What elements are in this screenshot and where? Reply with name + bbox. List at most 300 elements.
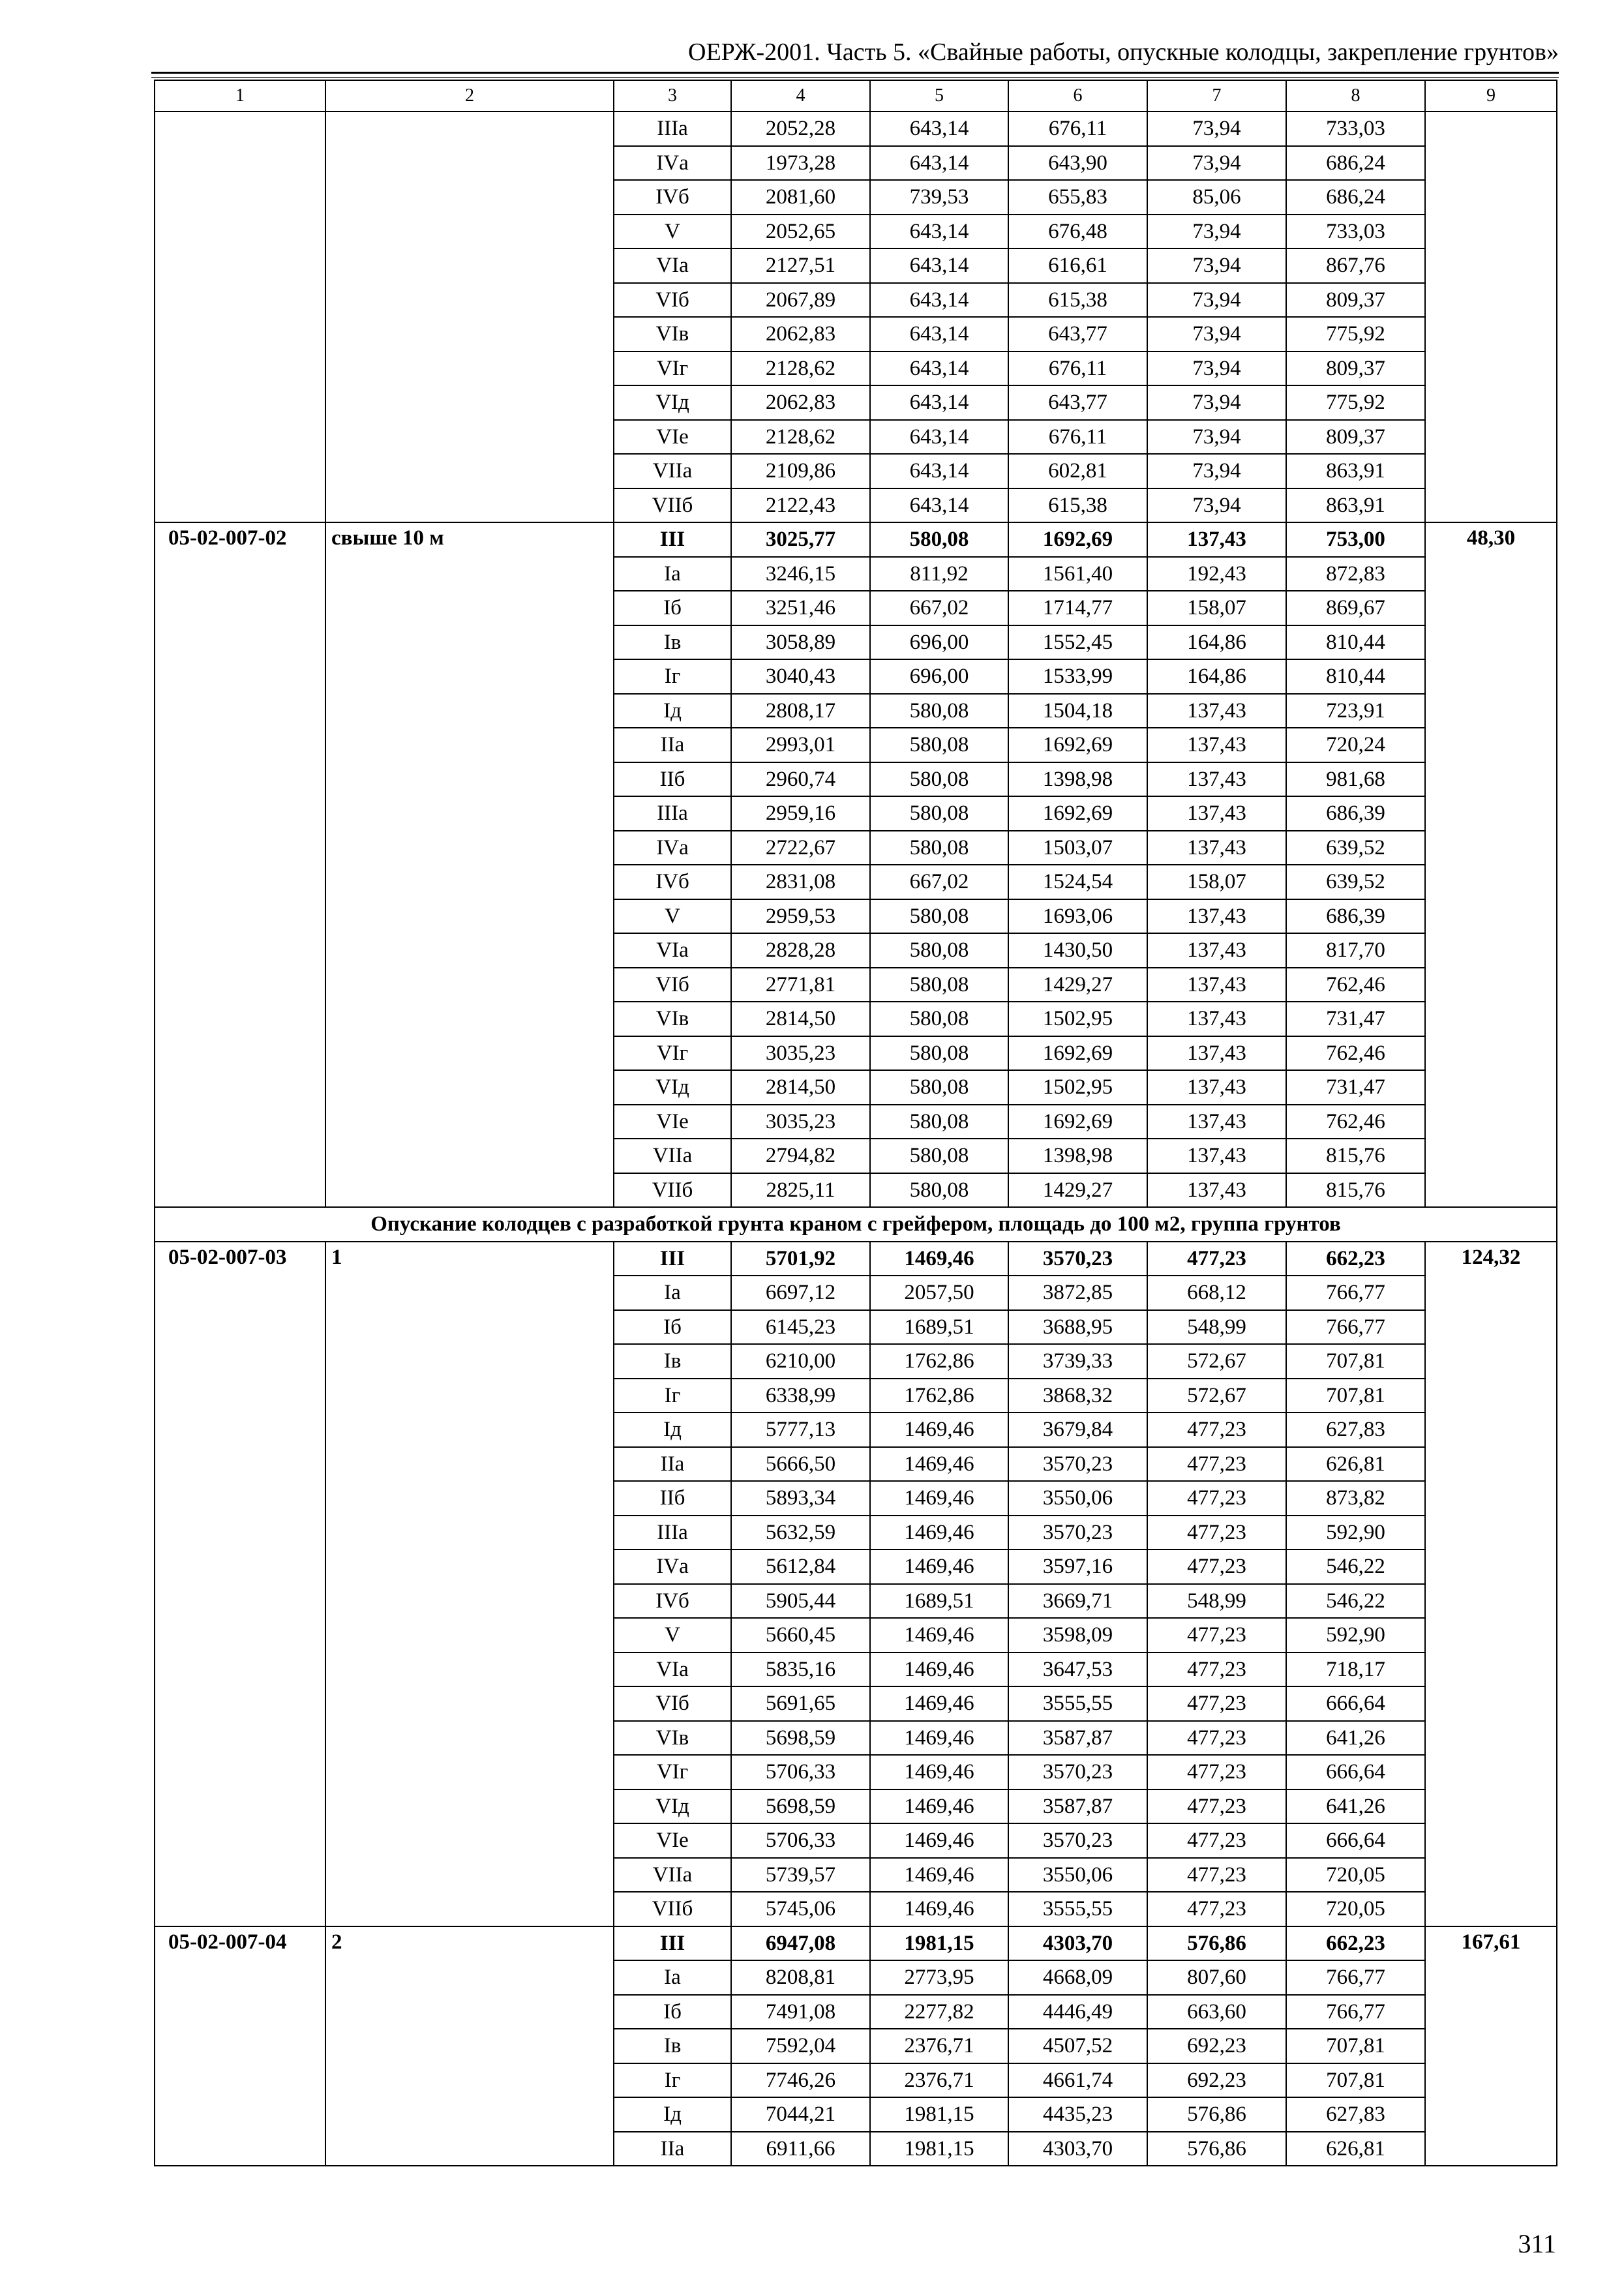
- cost-value-cell: 723,91: [1286, 694, 1425, 728]
- cost-value-cell: 73,94: [1147, 385, 1286, 420]
- cost-value-cell: 667,02: [870, 591, 1008, 625]
- cost-value-cell: 686,24: [1286, 146, 1425, 181]
- cost-value-cell: 1693,06: [1008, 899, 1147, 934]
- cost-value-cell: 643,90: [1008, 146, 1147, 181]
- cost-value-cell: 662,23: [1286, 1242, 1425, 1276]
- work-description-cell: 1: [325, 1242, 614, 1926]
- soil-group-cell: VIб: [614, 1686, 731, 1721]
- soil-group-cell: IIIа: [614, 1516, 731, 1550]
- cost-value-cell: 477,23: [1147, 1823, 1286, 1858]
- cost-value-cell: 643,77: [1008, 385, 1147, 420]
- soil-group-cell: IIа: [614, 2132, 731, 2166]
- cost-value-cell: 1469,46: [870, 1549, 1008, 1584]
- soil-group-cell: VIд: [614, 1070, 731, 1105]
- cost-value-cell: 663,60: [1147, 1995, 1286, 2029]
- cost-value-cell: 641,26: [1286, 1721, 1425, 1756]
- cost-value-cell: 602,81: [1008, 454, 1147, 488]
- cost-value-cell: 580,08: [870, 831, 1008, 865]
- work-description-cell: свыше 10 м: [325, 522, 614, 1207]
- cost-value-cell: 692,23: [1147, 2063, 1286, 2098]
- cost-value-cell: 1981,15: [870, 2132, 1008, 2166]
- cost-value-cell: 686,39: [1286, 899, 1425, 934]
- cost-value-cell: 731,47: [1286, 1070, 1425, 1105]
- column-number: 3: [614, 80, 731, 112]
- cost-value-cell: 137,43: [1147, 1070, 1286, 1105]
- cost-value-cell: 73,94: [1147, 248, 1286, 283]
- cost-value-cell: 817,70: [1286, 933, 1425, 968]
- cost-value-cell: 477,23: [1147, 1858, 1286, 1893]
- cost-value-cell: 7746,26: [731, 2063, 870, 2098]
- cost-value-cell: 762,46: [1286, 1105, 1425, 1139]
- cost-value-cell: 5893,34: [731, 1481, 870, 1516]
- cost-value-cell: 643,14: [870, 248, 1008, 283]
- soil-group-cell: IVа: [614, 831, 731, 865]
- cost-value-cell: 1469,46: [870, 1653, 1008, 1687]
- cost-value-cell: 3040,43: [731, 659, 870, 694]
- cost-value-cell: 580,08: [870, 1036, 1008, 1071]
- cost-value-cell: 627,83: [1286, 1413, 1425, 1447]
- soil-group-cell: VIд: [614, 1789, 731, 1824]
- cost-value-cell: 762,46: [1286, 1036, 1425, 1071]
- cost-value-cell: 3669,71: [1008, 1584, 1147, 1619]
- cost-value-cell: 1692,69: [1008, 728, 1147, 762]
- cost-value-cell: 718,17: [1286, 1653, 1425, 1687]
- cost-value-cell: 641,26: [1286, 1789, 1425, 1824]
- cost-value-cell: 580,08: [870, 728, 1008, 762]
- cost-value-cell: 720,05: [1286, 1858, 1425, 1893]
- soil-group-cell: Iа: [614, 1276, 731, 1310]
- cost-value-cell: 477,23: [1147, 1481, 1286, 1516]
- cost-value-cell: 158,07: [1147, 591, 1286, 625]
- cost-value-cell: 1981,15: [870, 1926, 1008, 1961]
- section-title: Опускание колодцев с разработкой грунта краном с грейфером, площадь до 100 м2, группа грунтов: [155, 1207, 1557, 1242]
- cost-value-cell: 643,14: [870, 454, 1008, 488]
- cost-value-cell: 3570,23: [1008, 1823, 1147, 1858]
- column-number-row: [155, 80, 1557, 112]
- cost-value-cell: 655,83: [1008, 180, 1147, 215]
- cost-value-cell: 2062,83: [731, 317, 870, 352]
- cost-value-cell: 5777,13: [731, 1413, 870, 1447]
- rate-code-cell: 05-02-007-02: [155, 522, 325, 1207]
- soil-group-cell: VIв: [614, 317, 731, 352]
- cost-value-cell: 643,77: [1008, 317, 1147, 352]
- soil-group-cell: III: [614, 1926, 731, 1961]
- cost-value-cell: 1469,46: [870, 1823, 1008, 1858]
- table-row: [155, 522, 1557, 557]
- cost-value-cell: 5698,59: [731, 1721, 870, 1756]
- cost-value-cell: 615,38: [1008, 283, 1147, 318]
- cost-value-cell: 4303,70: [1008, 2132, 1147, 2166]
- cost-value-cell: 666,64: [1286, 1755, 1425, 1789]
- soil-group-cell: III: [614, 522, 731, 557]
- column-number: 4: [731, 80, 870, 112]
- cost-value-cell: 6338,99: [731, 1379, 870, 1413]
- cost-value-cell: 3598,09: [1008, 1618, 1147, 1653]
- cost-value-cell: 1504,18: [1008, 694, 1147, 728]
- soil-group-cell: VIг: [614, 1755, 731, 1789]
- cost-value-cell: 158,07: [1147, 865, 1286, 899]
- cost-value-cell: 137,43: [1147, 1036, 1286, 1071]
- work-description-cell: [325, 112, 614, 522]
- cost-value-cell: 3597,16: [1008, 1549, 1147, 1584]
- cost-value-cell: 1469,46: [870, 1858, 1008, 1893]
- cost-value-cell: 867,76: [1286, 248, 1425, 283]
- cost-value-cell: 3872,85: [1008, 1276, 1147, 1310]
- cost-value-cell: 1469,46: [870, 1516, 1008, 1550]
- cost-value-cell: 3570,23: [1008, 1755, 1147, 1789]
- cost-value-cell: 873,82: [1286, 1481, 1425, 1516]
- cost-value-cell: 643,14: [870, 215, 1008, 249]
- cost-value-cell: 720,05: [1286, 1892, 1425, 1926]
- cost-value-cell: 4507,52: [1008, 2029, 1147, 2063]
- cost-value-cell: 3555,55: [1008, 1892, 1147, 1926]
- cost-value-cell: 676,11: [1008, 420, 1147, 455]
- table-row: [155, 112, 1557, 146]
- soil-group-cell: Iг: [614, 659, 731, 694]
- cost-value-cell: 1469,46: [870, 1686, 1008, 1721]
- section-title-row: [155, 1207, 1557, 1242]
- soil-group-cell: Iв: [614, 2029, 731, 2063]
- cost-value-cell: 3868,32: [1008, 1379, 1147, 1413]
- cost-value-cell: 815,76: [1286, 1139, 1425, 1173]
- cost-value-cell: 5905,44: [731, 1584, 870, 1619]
- cost-value-cell: 73,94: [1147, 420, 1286, 455]
- cost-value-cell: 766,77: [1286, 1960, 1425, 1995]
- cost-value-cell: 3739,33: [1008, 1344, 1147, 1379]
- cost-value-cell: 73,94: [1147, 488, 1286, 523]
- cost-value-cell: 615,38: [1008, 488, 1147, 523]
- cost-value-cell: 1429,27: [1008, 1173, 1147, 1208]
- cost-value-cell: 137,43: [1147, 694, 1286, 728]
- cost-value-cell: 639,52: [1286, 831, 1425, 865]
- soil-group-cell: Iа: [614, 557, 731, 591]
- cost-value-cell: 477,23: [1147, 1516, 1286, 1550]
- cost-value-cell: 2959,53: [731, 899, 870, 934]
- cost-value-cell: 137,43: [1147, 1173, 1286, 1208]
- cost-value-cell: 1398,98: [1008, 762, 1147, 797]
- cost-value-cell: 666,64: [1286, 1686, 1425, 1721]
- cost-value-cell: 809,37: [1286, 283, 1425, 318]
- cost-value-cell: 5691,65: [731, 1686, 870, 1721]
- column-number: 6: [1008, 80, 1147, 112]
- cost-value-cell: 137,43: [1147, 1105, 1286, 1139]
- cost-value-cell: 477,23: [1147, 1721, 1286, 1756]
- cost-value-cell: 809,37: [1286, 420, 1425, 455]
- soil-group-cell: IIа: [614, 728, 731, 762]
- cost-value-cell: 580,08: [870, 968, 1008, 1002]
- cost-value-cell: 676,11: [1008, 112, 1147, 146]
- cost-value-cell: 4668,09: [1008, 1960, 1147, 1995]
- cost-value-cell: 1692,69: [1008, 1036, 1147, 1071]
- cost-value-cell: 3555,55: [1008, 1686, 1147, 1721]
- cost-value-cell: 5739,57: [731, 1858, 870, 1893]
- cost-value-cell: 580,08: [870, 694, 1008, 728]
- cost-value-cell: 137,43: [1147, 831, 1286, 865]
- cost-value-cell: 643,14: [870, 488, 1008, 523]
- cost-value-cell: 2127,51: [731, 248, 870, 283]
- soil-group-cell: VIб: [614, 283, 731, 318]
- cost-value-cell: 2831,08: [731, 865, 870, 899]
- cost-value-cell: 692,23: [1147, 2029, 1286, 2063]
- soil-group-cell: IIб: [614, 762, 731, 797]
- cost-value-cell: 707,81: [1286, 1379, 1425, 1413]
- soil-group-cell: V: [614, 1618, 731, 1653]
- cost-value-cell: 2825,11: [731, 1173, 870, 1208]
- cost-value-cell: 872,83: [1286, 557, 1425, 591]
- cost-value-cell: 1689,51: [870, 1584, 1008, 1619]
- cost-value-cell: 2128,62: [731, 420, 870, 455]
- cost-value-cell: 668,12: [1147, 1276, 1286, 1310]
- column-number: 5: [870, 80, 1008, 112]
- cost-value-cell: 3679,84: [1008, 1413, 1147, 1447]
- cost-value-cell: 869,67: [1286, 591, 1425, 625]
- labor-cost-cell: 48,30: [1425, 522, 1557, 1207]
- cost-value-cell: 2277,82: [870, 1995, 1008, 2029]
- soil-group-cell: VIIа: [614, 1139, 731, 1173]
- cost-value-cell: 626,81: [1286, 1447, 1425, 1482]
- cost-value-cell: 137,43: [1147, 1002, 1286, 1036]
- cost-value-cell: 1469,46: [870, 1618, 1008, 1653]
- cost-value-cell: 686,24: [1286, 180, 1425, 215]
- cost-value-cell: 3246,15: [731, 557, 870, 591]
- cost-value-cell: 733,03: [1286, 215, 1425, 249]
- cost-value-cell: 766,77: [1286, 1310, 1425, 1345]
- cost-value-cell: 580,08: [870, 762, 1008, 797]
- cost-value-cell: 1561,40: [1008, 557, 1147, 591]
- page-header-title: ОЕРЖ-2001. Часть 5. «Свайные работы, опускные колодцы, закрепление грунтов»: [688, 38, 1559, 66]
- cost-value-cell: 1469,46: [870, 1789, 1008, 1824]
- cost-value-cell: 6697,12: [731, 1276, 870, 1310]
- cost-value-cell: 2960,74: [731, 762, 870, 797]
- soil-group-cell: Iд: [614, 694, 731, 728]
- cost-value-cell: 2376,71: [870, 2063, 1008, 2098]
- soil-group-cell: IVб: [614, 1584, 731, 1619]
- cost-value-cell: 592,90: [1286, 1618, 1425, 1653]
- cost-value-cell: 643,14: [870, 352, 1008, 386]
- cost-value-cell: 616,61: [1008, 248, 1147, 283]
- cost-value-cell: 662,23: [1286, 1926, 1425, 1961]
- cost-value-cell: 580,08: [870, 1105, 1008, 1139]
- cost-value-cell: 1981,15: [870, 2097, 1008, 2132]
- column-number: 8: [1286, 80, 1425, 112]
- soil-group-cell: VIв: [614, 1002, 731, 1036]
- soil-group-cell: VIIб: [614, 1892, 731, 1926]
- cost-value-cell: 2794,82: [731, 1139, 870, 1173]
- cost-value-cell: 5660,45: [731, 1618, 870, 1653]
- cost-value-cell: 775,92: [1286, 385, 1425, 420]
- cost-value-cell: 2052,65: [731, 215, 870, 249]
- cost-value-cell: 863,91: [1286, 454, 1425, 488]
- cost-value-cell: 1469,46: [870, 1892, 1008, 1926]
- cost-value-cell: 707,81: [1286, 2063, 1425, 2098]
- soil-group-cell: IVа: [614, 146, 731, 181]
- cost-value-cell: 626,81: [1286, 2132, 1425, 2166]
- cost-value-cell: 676,48: [1008, 215, 1147, 249]
- cost-value-cell: 3550,06: [1008, 1481, 1147, 1516]
- cost-value-cell: 2828,28: [731, 933, 870, 968]
- cost-value-cell: 73,94: [1147, 283, 1286, 318]
- cost-value-cell: 1469,46: [870, 1242, 1008, 1276]
- cost-value-cell: 643,14: [870, 283, 1008, 318]
- cost-value-cell: 576,86: [1147, 1926, 1286, 1961]
- cost-value-cell: 164,86: [1147, 659, 1286, 694]
- cost-value-cell: 1430,50: [1008, 933, 1147, 968]
- cost-value-cell: 1503,07: [1008, 831, 1147, 865]
- cost-value-cell: 477,23: [1147, 1755, 1286, 1789]
- cost-value-cell: 580,08: [870, 1139, 1008, 1173]
- cost-value-cell: 5745,06: [731, 1892, 870, 1926]
- soil-group-cell: Iб: [614, 1310, 731, 1345]
- cost-value-cell: 580,08: [870, 522, 1008, 557]
- cost-value-cell: 1469,46: [870, 1413, 1008, 1447]
- soil-group-cell: Iб: [614, 591, 731, 625]
- cost-value-cell: 2376,71: [870, 2029, 1008, 2063]
- cost-value-cell: 73,94: [1147, 454, 1286, 488]
- cost-value-cell: 720,24: [1286, 728, 1425, 762]
- soil-group-cell: VIIа: [614, 1858, 731, 1893]
- cost-value-cell: 2808,17: [731, 694, 870, 728]
- cost-value-cell: 576,86: [1147, 2097, 1286, 2132]
- cost-value-cell: 477,23: [1147, 1789, 1286, 1824]
- cost-value-cell: 477,23: [1147, 1447, 1286, 1482]
- cost-value-cell: 85,06: [1147, 180, 1286, 215]
- cost-value-cell: 1429,27: [1008, 968, 1147, 1002]
- column-number: 9: [1425, 80, 1557, 112]
- cost-value-cell: 3688,95: [1008, 1310, 1147, 1345]
- cost-value-cell: 811,92: [870, 557, 1008, 591]
- cost-value-cell: 5666,50: [731, 1447, 870, 1482]
- cost-value-cell: 5835,16: [731, 1653, 870, 1687]
- cost-value-cell: 1692,69: [1008, 796, 1147, 831]
- cost-value-cell: 3035,23: [731, 1036, 870, 1071]
- cost-value-cell: 546,22: [1286, 1549, 1425, 1584]
- cost-value-cell: 1533,99: [1008, 659, 1147, 694]
- cost-value-cell: 546,22: [1286, 1584, 1425, 1619]
- cost-value-cell: 2057,50: [870, 1276, 1008, 1310]
- cost-value-cell: 2067,89: [731, 283, 870, 318]
- cost-value-cell: 1552,45: [1008, 625, 1147, 660]
- cost-value-cell: 1469,46: [870, 1721, 1008, 1756]
- cost-value-cell: 580,08: [870, 899, 1008, 934]
- cost-value-cell: 2081,60: [731, 180, 870, 215]
- work-description-cell: 2: [325, 1926, 614, 2166]
- cost-value-cell: 5701,92: [731, 1242, 870, 1276]
- cost-value-cell: 766,77: [1286, 1995, 1425, 2029]
- table-row: [155, 1242, 1557, 1276]
- cost-value-cell: 2814,50: [731, 1070, 870, 1105]
- cost-value-cell: 477,23: [1147, 1892, 1286, 1926]
- cost-value-cell: 572,67: [1147, 1344, 1286, 1379]
- soil-group-cell: VIб: [614, 968, 731, 1002]
- cost-value-cell: 6911,66: [731, 2132, 870, 2166]
- cost-value-cell: 137,43: [1147, 762, 1286, 797]
- cost-value-cell: 477,23: [1147, 1686, 1286, 1721]
- cost-value-cell: 762,46: [1286, 968, 1425, 1002]
- cost-value-cell: 667,02: [870, 865, 1008, 899]
- cost-value-cell: 477,23: [1147, 1653, 1286, 1687]
- cost-value-cell: 766,77: [1286, 1276, 1425, 1310]
- cost-value-cell: 3570,23: [1008, 1447, 1147, 1482]
- cost-value-cell: 7592,04: [731, 2029, 870, 2063]
- cost-value-cell: 1692,69: [1008, 522, 1147, 557]
- soil-group-cell: IVа: [614, 1549, 731, 1584]
- cost-value-cell: 1398,98: [1008, 1139, 1147, 1173]
- cost-value-cell: 643,14: [870, 112, 1008, 146]
- cost-value-cell: 733,03: [1286, 112, 1425, 146]
- cost-value-cell: 73,94: [1147, 215, 1286, 249]
- cost-value-cell: 73,94: [1147, 146, 1286, 181]
- soil-group-cell: VIа: [614, 248, 731, 283]
- soil-group-cell: V: [614, 899, 731, 934]
- cost-value-cell: 2771,81: [731, 968, 870, 1002]
- cost-value-cell: 696,00: [870, 659, 1008, 694]
- cost-value-cell: 2062,83: [731, 385, 870, 420]
- page-number: 311: [1518, 2229, 1556, 2258]
- cost-value-cell: 4446,49: [1008, 1995, 1147, 2029]
- table-row: [155, 1926, 1557, 1961]
- cost-value-cell: 1692,69: [1008, 1105, 1147, 1139]
- cost-value-cell: 775,92: [1286, 317, 1425, 352]
- cost-value-cell: 1762,86: [870, 1379, 1008, 1413]
- column-number: 2: [325, 80, 614, 112]
- cost-value-cell: 3025,77: [731, 522, 870, 557]
- cost-value-cell: 643,14: [870, 420, 1008, 455]
- cost-value-cell: 164,86: [1147, 625, 1286, 660]
- cost-value-cell: 2773,95: [870, 1960, 1008, 1995]
- cost-value-cell: 6947,08: [731, 1926, 870, 1961]
- labor-cost-cell: 124,32: [1425, 1242, 1557, 1926]
- cost-value-cell: 1714,77: [1008, 591, 1147, 625]
- cost-value-cell: 6145,23: [731, 1310, 870, 1345]
- cost-value-cell: 815,76: [1286, 1173, 1425, 1208]
- cost-value-cell: 548,99: [1147, 1584, 1286, 1619]
- soil-group-cell: VIа: [614, 1653, 731, 1687]
- cost-value-cell: 639,52: [1286, 865, 1425, 899]
- rate-code-cell: [155, 112, 325, 522]
- cost-value-cell: 1502,95: [1008, 1002, 1147, 1036]
- cost-value-cell: 807,60: [1147, 1960, 1286, 1995]
- cost-value-cell: 627,83: [1286, 2097, 1425, 2132]
- cost-value-cell: 137,43: [1147, 728, 1286, 762]
- cost-value-cell: 1502,95: [1008, 1070, 1147, 1105]
- column-number: 7: [1147, 80, 1286, 112]
- cost-value-cell: 5698,59: [731, 1789, 870, 1824]
- cost-value-cell: 1469,46: [870, 1481, 1008, 1516]
- cost-value-cell: 6210,00: [731, 1344, 870, 1379]
- cost-value-cell: 73,94: [1147, 317, 1286, 352]
- cost-value-cell: 739,53: [870, 180, 1008, 215]
- soil-group-cell: Iа: [614, 1960, 731, 1995]
- cost-value-cell: 696,00: [870, 625, 1008, 660]
- cost-value-cell: 3647,53: [1008, 1653, 1147, 1687]
- soil-group-cell: Iв: [614, 625, 731, 660]
- soil-group-cell: Iв: [614, 1344, 731, 1379]
- soil-group-cell: IIIа: [614, 796, 731, 831]
- soil-group-cell: V: [614, 215, 731, 249]
- cost-value-cell: 1524,54: [1008, 865, 1147, 899]
- cost-value-cell: 810,44: [1286, 625, 1425, 660]
- soil-group-cell: IIа: [614, 1447, 731, 1482]
- labor-cost-cell: [1425, 112, 1557, 522]
- cost-value-cell: 2722,67: [731, 831, 870, 865]
- soil-group-cell: VIа: [614, 933, 731, 968]
- cost-value-cell: 3550,06: [1008, 1858, 1147, 1893]
- cost-value-cell: 810,44: [1286, 659, 1425, 694]
- cost-value-cell: 2109,86: [731, 454, 870, 488]
- cost-value-cell: 3570,23: [1008, 1242, 1147, 1276]
- soil-group-cell: IVб: [614, 865, 731, 899]
- cost-value-cell: 5632,59: [731, 1516, 870, 1550]
